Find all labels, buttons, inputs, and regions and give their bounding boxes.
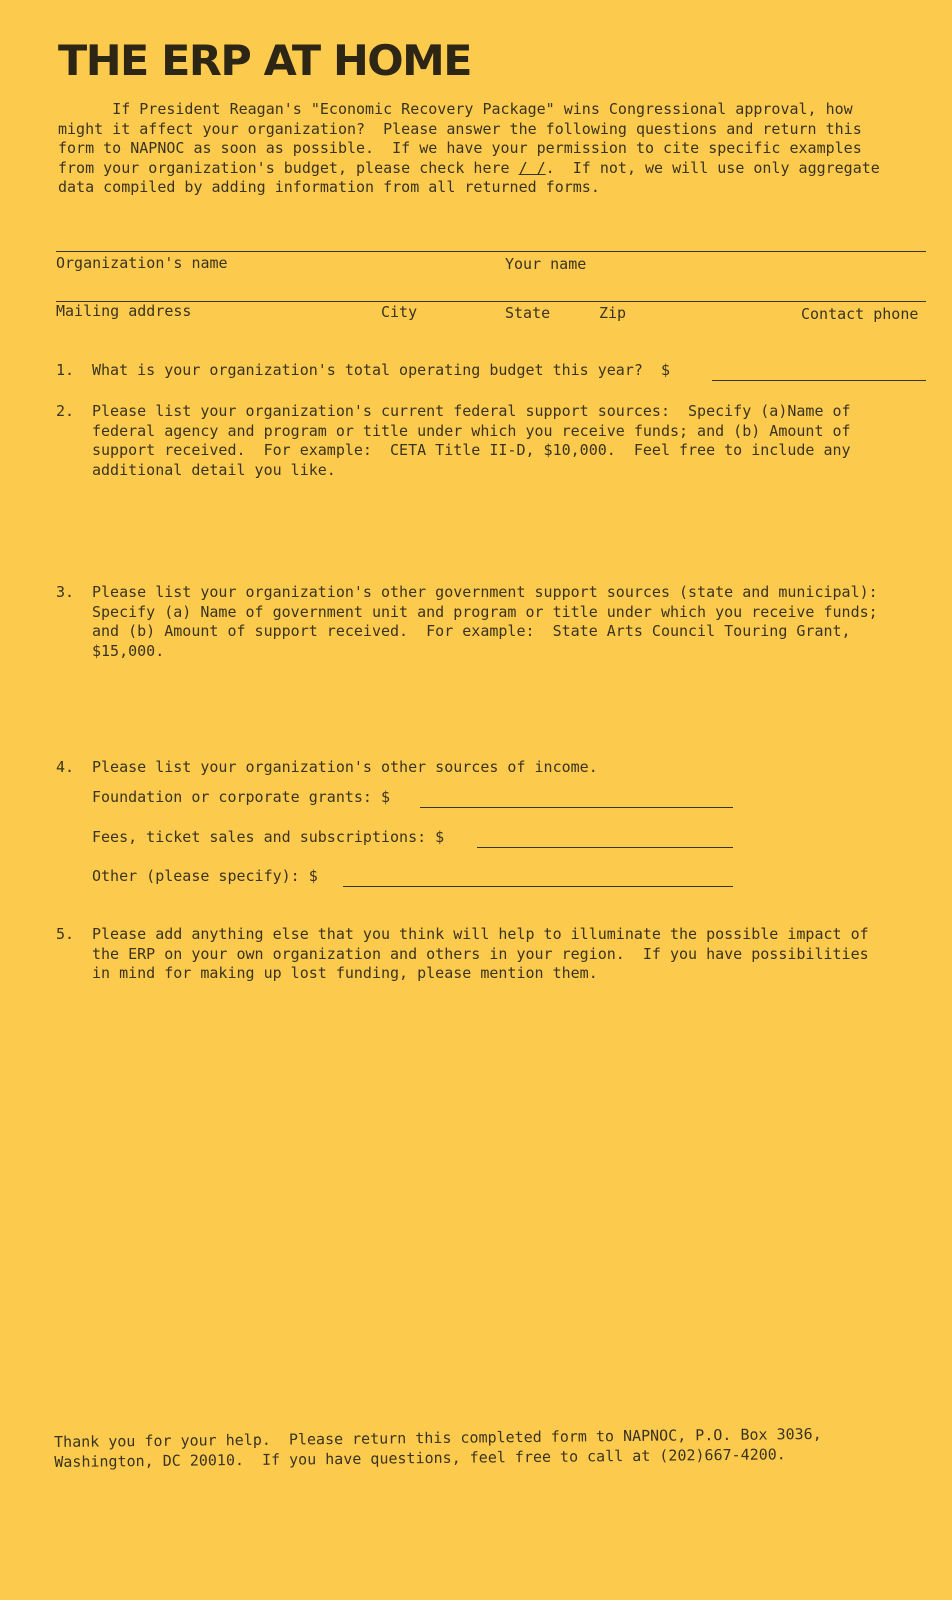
- zip-label: Zip: [599, 304, 627, 322]
- org-name-label: Organization's name: [56, 254, 228, 272]
- city-label: City: [381, 303, 418, 321]
- question-number: 5.: [56, 925, 75, 943]
- question-text: Please list your organization's current federal support sources: Specify (a)Name of federal agency and program or title under which you receive funds; and (b) Amount of support received. For example: CETA Title II-D, $10,000. Feel free to include any additional detail you like.: [92, 402, 851, 479]
- foundation-answer-line[interactable]: [420, 807, 733, 808]
- permission-checkbox[interactable]: / /: [518, 158, 546, 177]
- question-text: Please add anything else that you think will help to illuminate the possible impact of the ERP on your own organization and others in your region. If you have possibilities in mind for making up lost funding, please mention them.: [92, 925, 869, 982]
- question-number: 1.: [56, 361, 75, 379]
- page-title: THE ERP AT HOME: [58, 36, 472, 85]
- mailing-address-label: Mailing address: [56, 302, 192, 320]
- intro-text-part2: . If not, we will use only aggregate data compiled by adding information from all returned forms.: [58, 158, 880, 196]
- question-text: What is your organization's total operating budget this year? $: [92, 361, 670, 379]
- question-number: 2.: [56, 402, 75, 420]
- budget-answer-line[interactable]: [712, 380, 926, 381]
- question-2: [56, 402, 936, 492]
- return-instructions: Thank you for your help. Please return this completed form to NAPNOC, P.O. Box 3036, Washington, DC 20010. If you have questions, feel free to call at (202)667-4200.: [54, 1424, 822, 1471]
- question-text: Please list your organization's other sources of income.: [92, 758, 598, 776]
- bleed-through-mark: [500, 40, 514, 80]
- your-name-label: Your name: [505, 255, 587, 273]
- question-5: [56, 925, 936, 995]
- question-number: 3.: [56, 583, 75, 601]
- fees-answer-line[interactable]: [477, 847, 733, 848]
- question-number: 4.: [56, 758, 75, 776]
- intro-paragraph: [58, 100, 928, 198]
- income-source-foundation: Foundation or corporate grants: $: [92, 788, 391, 806]
- org-name-line[interactable]: [56, 251, 926, 252]
- intro-text-part1: If President Reagan's "Economic Recovery Package" wins Congressional approval, how might it affect your organization? Please answer the following questions and return this form to NAPNOC as soon as possible. If we have your permission to cite specific examples from your organization's budget, please check here: [58, 100, 862, 177]
- contact-phone-label: Contact phone: [801, 305, 919, 323]
- income-source-fees: Fees, ticket sales and subscriptions: $: [92, 828, 445, 846]
- question-4: [56, 758, 936, 780]
- state-label: State: [505, 304, 551, 322]
- question-text: Please list your organization's other government support sources (state and municipal): Specify (a) Name of government unit and program or title under which you receive funds; and (b) Amount of support received. For example: State Arts Council Touring Grant, $15,000.: [92, 583, 878, 660]
- other-answer-line[interactable]: [343, 886, 733, 887]
- income-source-other: Other (please specify): $: [92, 867, 318, 885]
- question-3: [56, 583, 946, 673]
